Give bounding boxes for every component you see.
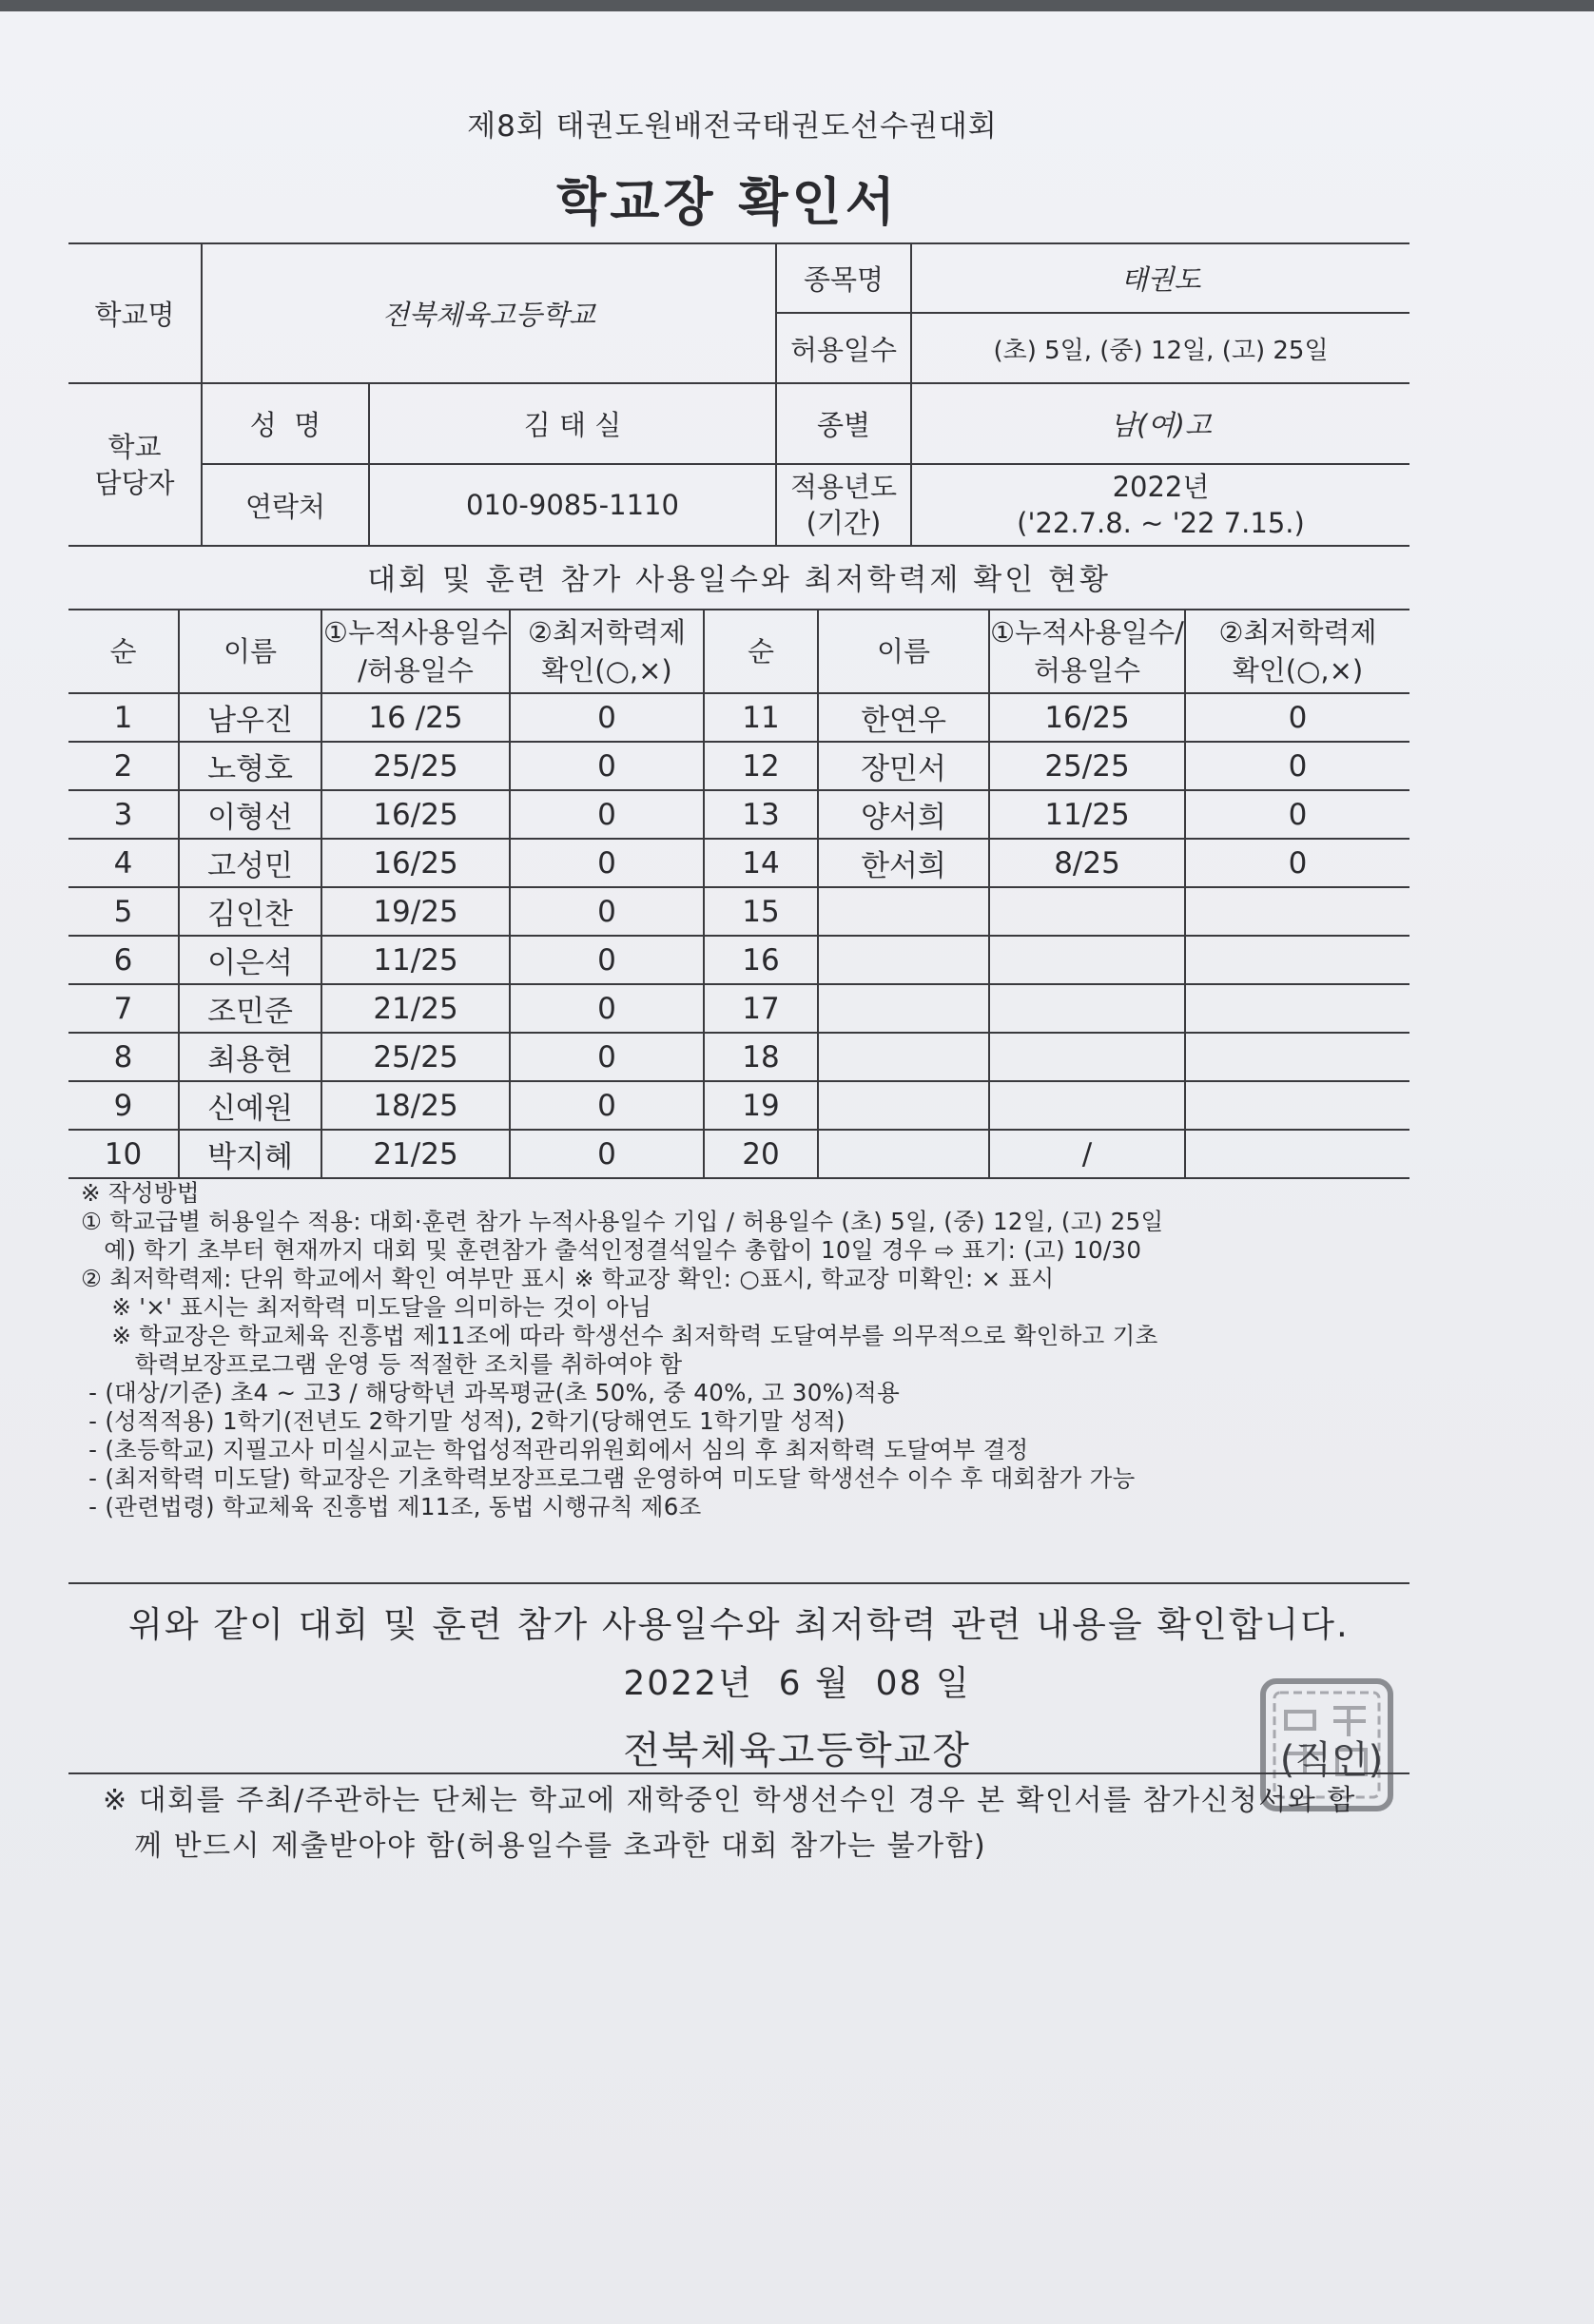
used-days: 16 /25 bbox=[321, 693, 510, 742]
school-name-label: 학교명 bbox=[68, 243, 202, 383]
athlete-name: 최용현 bbox=[179, 1033, 321, 1081]
roster-table bbox=[68, 609, 1409, 1179]
event-value: 태권도 bbox=[911, 243, 1409, 313]
footer-line: ※ 대회를 주최/주관하는 단체는 학교에 재학중인 학생선수인 경우 본 확인서를 참가신청서와 함 bbox=[103, 1784, 1356, 1817]
school-name-value: 전북체육고등학교 bbox=[202, 243, 776, 383]
year-value: 2022년 ('22.7.8. ~ '22 7.15.) bbox=[911, 464, 1409, 546]
used-days: 16/25 bbox=[989, 693, 1185, 742]
used-days: 11/25 bbox=[321, 936, 510, 984]
row-number: 3 bbox=[68, 790, 179, 839]
row-number: 14 bbox=[704, 839, 818, 887]
academic-check bbox=[1185, 1033, 1409, 1081]
used-days: 21/25 bbox=[321, 1130, 510, 1178]
used-days: 16/25 bbox=[321, 790, 510, 839]
col-header-check: ②최저학력제 확인(○,×) bbox=[510, 610, 704, 693]
used-days: 21/25 bbox=[321, 984, 510, 1033]
academic-check: 0 bbox=[1185, 693, 1409, 742]
col-header-name-right: 이름 bbox=[818, 610, 989, 693]
used-days: 25/25 bbox=[321, 742, 510, 790]
athlete-name: 김인찬 bbox=[179, 887, 321, 936]
note-line: ※ 학교장은 학교체육 진흥법 제11조에 따라 학생선수 최저학력 도달여부를 의무적으로 확인하고 기초 bbox=[81, 1322, 1158, 1349]
row-number: 13 bbox=[704, 790, 818, 839]
athlete-name bbox=[818, 1130, 989, 1178]
athlete-name bbox=[818, 887, 989, 936]
row-number: 8 bbox=[68, 1033, 179, 1081]
athlete-name: 노형호 bbox=[179, 742, 321, 790]
row-number: 1 bbox=[68, 693, 179, 742]
row-number: 19 bbox=[704, 1081, 818, 1130]
athlete-name: 이은석 bbox=[179, 936, 321, 984]
row-number: 6 bbox=[68, 936, 179, 984]
row-number: 11 bbox=[704, 693, 818, 742]
table-row bbox=[68, 693, 1409, 742]
col-header-no: 순 bbox=[68, 610, 179, 693]
note-line: ※ '×' 표시는 최저학력 미도달을 의미하는 것이 아님 bbox=[81, 1293, 652, 1321]
used-days: 8/25 bbox=[989, 839, 1185, 887]
confirmation-statement: 위와 같이 대회 및 훈련 참가 사용일수와 최저학력 관련 내용을 확인합니다. bbox=[128, 1604, 1350, 1645]
table-row bbox=[68, 1033, 1409, 1081]
table-row bbox=[68, 1130, 1409, 1178]
athlete-name: 양서희 bbox=[818, 790, 989, 839]
divider bbox=[68, 1772, 1409, 1774]
year-label: 적용년도 (기간) bbox=[776, 464, 911, 546]
footer-line: 께 반드시 제출받아야 함(허용일수를 초과한 대회 참가는 불가함) bbox=[103, 1830, 987, 1863]
athlete-name: 박지혜 bbox=[179, 1130, 321, 1178]
athlete-name bbox=[818, 1033, 989, 1081]
row-number: 18 bbox=[704, 1033, 818, 1081]
note-line: ② 최저학력제: 단위 학교에서 확인 여부만 표시 ※ 학교장 확인: ○표시, 학교장 미확인: × 표시 bbox=[81, 1265, 1055, 1292]
document-subtitle: 제8회 태권도원배전국태권도선수권대회 bbox=[467, 109, 998, 144]
col-header-check-right: ②최저학력제 확인(○,×) bbox=[1185, 610, 1409, 693]
row-number: 16 bbox=[704, 936, 818, 984]
table-row bbox=[68, 742, 1409, 790]
name-value: 김 태 실 bbox=[369, 383, 776, 464]
note-line: ① 학교급별 허용일수 적용: 대회·훈련 참가 누적사용일수 기입 / 허용일수 (초) 5일, (중) 12일, (고) 25일 bbox=[81, 1208, 1164, 1235]
used-days bbox=[989, 1033, 1185, 1081]
academic-check: 0 bbox=[510, 839, 704, 887]
athlete-name: 신예원 bbox=[179, 1081, 321, 1130]
gender-label: 종별 bbox=[776, 383, 911, 464]
academic-check: 0 bbox=[510, 936, 704, 984]
athlete-name: 남우진 bbox=[179, 693, 321, 742]
row-number: 2 bbox=[68, 742, 179, 790]
phone-label: 연락처 bbox=[202, 464, 369, 546]
note-line: - (관련법령) 학교체육 진흥법 제11조, 동법 시행규칙 제6조 bbox=[81, 1493, 702, 1520]
row-number: 17 bbox=[704, 984, 818, 1033]
row-number: 12 bbox=[704, 742, 818, 790]
seal-text: (직인) bbox=[1279, 1738, 1384, 1782]
col-header-name: 이름 bbox=[179, 610, 321, 693]
table-row bbox=[68, 839, 1409, 887]
used-days: 25/25 bbox=[321, 1033, 510, 1081]
academic-check: 0 bbox=[510, 887, 704, 936]
athlete-name bbox=[818, 984, 989, 1033]
academic-check bbox=[1185, 1081, 1409, 1130]
issue-date: 2022년 6 월 08 일 bbox=[623, 1664, 971, 1703]
used-days: 25/25 bbox=[989, 742, 1185, 790]
row-number: 7 bbox=[68, 984, 179, 1033]
athlete-name bbox=[818, 1081, 989, 1130]
athlete-name: 고성민 bbox=[179, 839, 321, 887]
academic-check: 0 bbox=[510, 984, 704, 1033]
note-line: ※ 작성방법 bbox=[81, 1179, 200, 1207]
document-page bbox=[0, 11, 1594, 2324]
status-section-title: 대회 및 훈련 참가 사용일수와 최저학력제 확인 현황 bbox=[367, 563, 1111, 597]
row-number: 9 bbox=[68, 1081, 179, 1130]
used-days: 19/25 bbox=[321, 887, 510, 936]
table-row bbox=[68, 936, 1409, 984]
col-header-no-right: 순 bbox=[704, 610, 818, 693]
athlete-name: 장민서 bbox=[818, 742, 989, 790]
document-title: 학교장 확인서 bbox=[556, 172, 899, 232]
row-number: 15 bbox=[704, 887, 818, 936]
contact-group-label: 학교 담당자 bbox=[68, 383, 202, 546]
academic-check: 0 bbox=[1185, 742, 1409, 790]
academic-check bbox=[1185, 1130, 1409, 1178]
event-label: 종목명 bbox=[776, 243, 911, 313]
used-days bbox=[989, 887, 1185, 936]
note-line: - (초등학교) 지필고사 미실시교는 학업성적관리위원회에서 심의 후 최저학력 도달여부 결정 bbox=[81, 1436, 1029, 1463]
table-row bbox=[68, 790, 1409, 839]
academic-check: 0 bbox=[510, 1081, 704, 1130]
academic-check: 0 bbox=[510, 790, 704, 839]
gender-value: 남(여)고 bbox=[911, 383, 1409, 464]
name-label: 성 명 bbox=[202, 383, 369, 464]
academic-check: 0 bbox=[1185, 839, 1409, 887]
submission-notice bbox=[103, 1778, 1453, 1869]
athlete-name: 이형선 bbox=[179, 790, 321, 839]
table-row bbox=[68, 887, 1409, 936]
divider bbox=[68, 1582, 1409, 1584]
athlete-name: 조민준 bbox=[179, 984, 321, 1033]
table-row bbox=[68, 984, 1409, 1033]
writing-instructions bbox=[81, 1179, 1422, 1521]
used-days: / bbox=[989, 1130, 1185, 1178]
academic-check bbox=[1185, 887, 1409, 936]
col-header-days-right: ①누적사용일수/ 허용일수 bbox=[989, 610, 1185, 693]
used-days bbox=[989, 1081, 1185, 1130]
academic-check: 0 bbox=[510, 1033, 704, 1081]
allowed-days-label: 허용일수 bbox=[776, 313, 911, 383]
col-header-days: ①누적사용일수 /허용일수 bbox=[321, 610, 510, 693]
row-number: 4 bbox=[68, 839, 179, 887]
note-line: 학력보장프로그램 운영 등 적절한 조치를 취하여야 함 bbox=[81, 1350, 683, 1378]
used-days bbox=[989, 936, 1185, 984]
used-days: 18/25 bbox=[321, 1081, 510, 1130]
phone-value: 010-9085-1110 bbox=[369, 464, 776, 546]
used-days: 11/25 bbox=[989, 790, 1185, 839]
academic-check: 0 bbox=[510, 742, 704, 790]
athlete-name: 한연우 bbox=[818, 693, 989, 742]
school-info-table bbox=[68, 242, 1409, 547]
allowed-days-value: (초) 5일, (중) 12일, (고) 25일 bbox=[911, 313, 1409, 383]
used-days: 16/25 bbox=[321, 839, 510, 887]
used-days bbox=[989, 984, 1185, 1033]
athlete-name: 한서희 bbox=[818, 839, 989, 887]
academic-check bbox=[1185, 936, 1409, 984]
row-number: 20 bbox=[704, 1130, 818, 1178]
academic-check: 0 bbox=[1185, 790, 1409, 839]
principal-name: 전북체육고등학교장 bbox=[623, 1729, 971, 1772]
row-number: 10 bbox=[68, 1130, 179, 1178]
note-line: - (최저학력 미도달) 학교장은 기초학력보장프로그램 운영하여 미도달 학생선수 이수 후 대회참가 가능 bbox=[81, 1464, 1136, 1492]
academic-check: 0 bbox=[510, 693, 704, 742]
row-number: 5 bbox=[68, 887, 179, 936]
academic-check bbox=[1185, 984, 1409, 1033]
athlete-name bbox=[818, 936, 989, 984]
table-row bbox=[68, 1081, 1409, 1130]
note-line: - (대상/기준) 초4 ~ 고3 / 해당학년 과목평균(초 50%, 중 40%, 고 30%)적용 bbox=[81, 1379, 901, 1406]
academic-check: 0 bbox=[510, 1130, 704, 1178]
note-line: - (성적적용) 1학기(전년도 2학기말 성적), 2학기(당해연도 1학기말 성적) bbox=[81, 1407, 846, 1435]
note-line: 예) 학기 초부터 현재까지 대회 및 훈련참가 출석인정결석일수 총합이 10일 경우 ⇨ 표기: (고) 10/30 bbox=[81, 1236, 1142, 1264]
